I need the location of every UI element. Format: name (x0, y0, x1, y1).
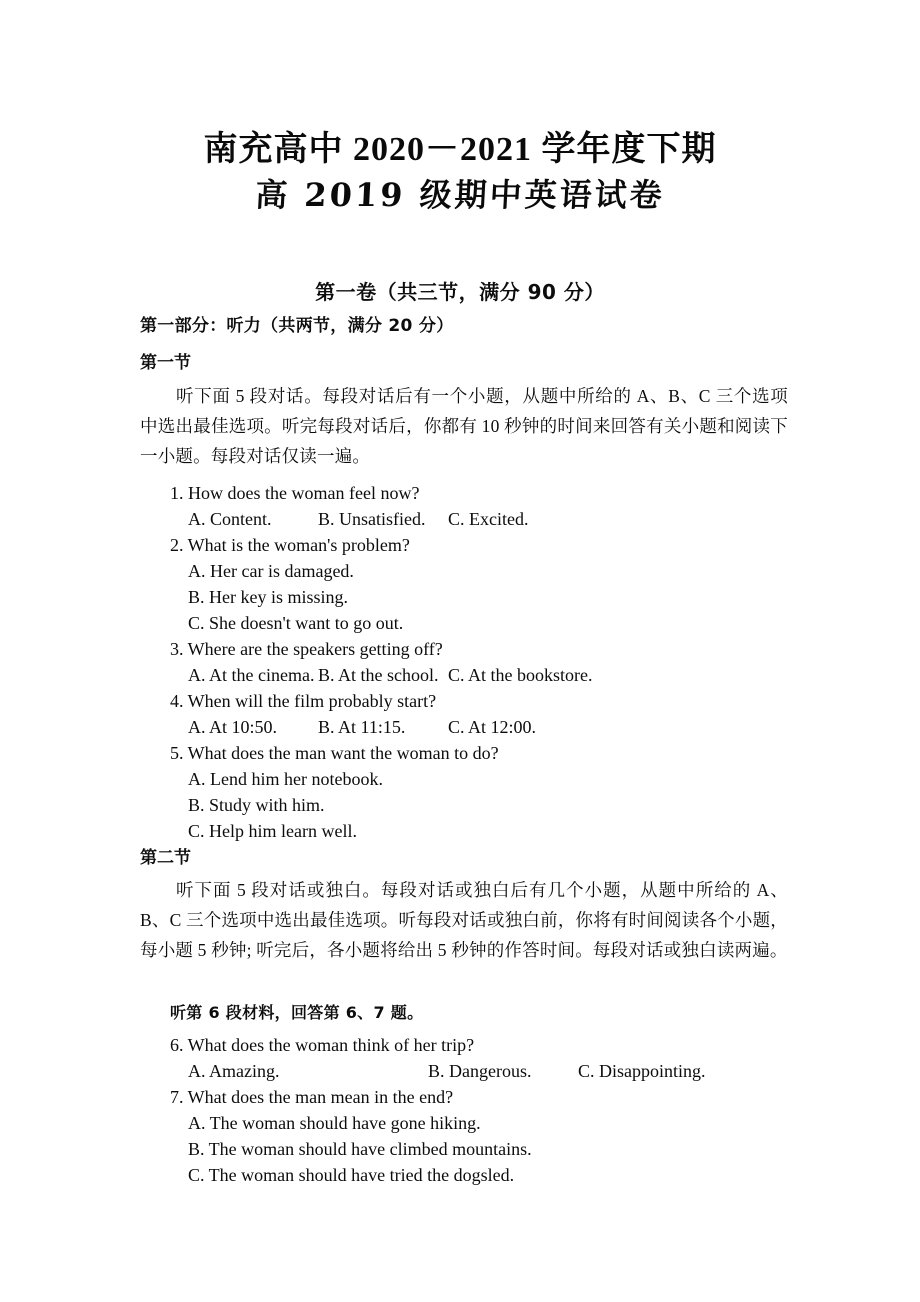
section-2-instructions: 听下面 5 段对话或独白。每段对话或独白后有几个小题，从题中所给的 A、B、C 三个选项中选出最佳选项。听每段对话或独白前，你将有时间阅读各个小题，每小题 5 秒钟; 听完后，各小题将给出 5 秒钟的作答时间。每段对话或独白读两遍。 (140, 880, 788, 960)
option-c[interactable]: C. At the bookstore. (448, 665, 593, 685)
question-stem: 6. What does the woman think of her trip? (170, 1035, 475, 1055)
option-b[interactable]: B. The woman should have climbed mountains. (188, 1139, 532, 1159)
option-a[interactable]: A. Lend him her notebook. (188, 769, 383, 789)
option-c[interactable]: C. The woman should have tried the dogsled. (188, 1165, 515, 1185)
option-c[interactable]: C. Excited. (448, 509, 529, 529)
option-c[interactable]: C. At 12:00. (448, 717, 537, 737)
option-c[interactable]: C. Help him learn well. (188, 821, 357, 841)
paper-title-line-1: 南充高中 2020－2021 学年度下期 (203, 131, 717, 168)
question-options (140, 506, 840, 532)
option-b[interactable]: B. Her key is missing. (188, 587, 348, 607)
section-1-instructions: 听下面 5 段对话。每段对话后有一个小题，从题中所给的 A、B、C 三个选项中选出最佳选项。听完每段对话后，你都有 10 秒钟的时间来回答有关小题和阅读下一小题。每段对话仅读一遍。 (140, 386, 788, 466)
part-heading-listening: 第一部分：听力（共两节，满分 20 分） (140, 316, 454, 336)
question-6 (140, 1032, 840, 1084)
question-stem: 3. Where are the speakers getting off? (170, 639, 443, 659)
option-b[interactable]: B. Unsatisfied. (318, 509, 426, 529)
question-options (140, 662, 840, 688)
section-heading-2: 第二节 (140, 848, 191, 868)
option-b[interactable]: B. Dangerous. (428, 1061, 532, 1081)
question-options (140, 1058, 840, 1084)
question-5 (140, 740, 840, 844)
option-a[interactable]: A. The woman should have gone hiking. (188, 1113, 481, 1133)
option-a[interactable]: A. At the cinema. (188, 665, 315, 685)
question-stem: 4. When will the film probably start? (170, 691, 437, 711)
question-3 (140, 636, 840, 688)
section-heading-1: 第一节 (140, 353, 191, 373)
material-cue-6: 听第 6 段材料，回答第 6、7 题。 (170, 1003, 424, 1022)
option-a[interactable]: A. At 10:50. (188, 717, 278, 737)
question-options (140, 714, 840, 740)
question-1 (140, 480, 840, 532)
option-b[interactable]: B. At 11:15. (318, 717, 406, 737)
volume-heading: 第一卷（共三节，满分 90 分） (315, 280, 605, 304)
question-4 (140, 688, 840, 740)
option-b[interactable]: B. Study with him. (188, 795, 325, 815)
question-2 (140, 532, 840, 636)
question-stem: 5. What does the man want the woman to do? (170, 743, 499, 763)
question-7 (140, 1084, 840, 1188)
option-a[interactable]: A. Content. (188, 509, 272, 529)
option-c[interactable]: C. She doesn't want to go out. (188, 613, 404, 633)
question-stem: 1. How does the woman feel now? (170, 483, 420, 503)
paper-title (0, 128, 920, 218)
question-stem: 7. What does the man mean in the end? (170, 1087, 454, 1107)
option-c[interactable]: C. Disappointing. (578, 1061, 706, 1081)
option-a[interactable]: A. Amazing. (188, 1061, 280, 1081)
question-stem: 2. What is the woman's problem? (170, 535, 410, 555)
option-b[interactable]: B. At the school. (318, 665, 439, 685)
option-a[interactable]: A. Her car is damaged. (188, 561, 354, 581)
paper-title-line-2: 高 2019 级期中英语试卷 (254, 176, 666, 214)
